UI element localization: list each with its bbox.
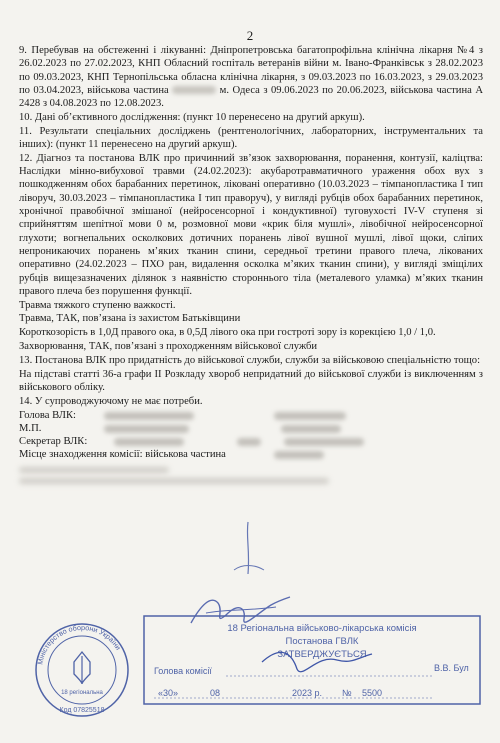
mp-label: М.П. <box>19 422 42 434</box>
stamp-date-day: «30» <box>158 688 179 698</box>
redacted-address-line <box>19 478 329 484</box>
stamp-head-initials: В.В. Бул <box>434 663 469 673</box>
stamp-head-label: Голова комісії <box>154 666 212 676</box>
stamp-line-1: 18 Регіональна військово-лікарська комісія <box>227 623 417 634</box>
secretary-label: Секретар ВЛК: <box>19 436 88 448</box>
head-of-vlk-label: Голова ВЛК: <box>19 409 77 421</box>
disease-causal-link: Захворювання, ТАК, пов’язані з проходженням військової служби <box>19 341 318 353</box>
redacted-name <box>281 425 341 433</box>
redacted-name <box>284 438 364 446</box>
item-13-decision: 13. Постанова ВЛК про придатність до військової служби, служби за військовою спеціальністю тощо: <box>19 354 481 366</box>
head-of-vlk-row <box>19 409 483 422</box>
item-10-objective: 10. Дані об’єктивного дослідження: (пункт 10 перенесено на другий аркуш). <box>19 111 365 123</box>
redacted-unit <box>274 451 324 459</box>
location-row <box>19 448 483 461</box>
stamp-outer-text: Міністерство оборони України <box>35 622 123 666</box>
secretary-row <box>19 435 483 448</box>
item-12-diagnosis: 12. Діагноз та постанова ВЛК про причинний зв’язок захворювання, поранення, контузії, каліцтва: Наслідки мінно-вибухової травми (24.02.2023): акубаротравматичного ураження обох вух з пошкодженням обох барабанних перетинок, ліковані оперативно (10.03.2023 – тімпанопластика I тип ліворуч, 30.03.2023 – тімпанопластика I тип праворуч), у вигляді рубців обох барабанних перетинок, хронічної правобічної змішаної (нейросенсорної і кондуктивної) туговухості IV-V ступеня зі сприйняттям шепітної мови 0 м, розмовної мови «крик біля мушлі», лівобічної нейросенсорної глухоти; вогнепальних осколкових дотичних поранень лівої вушної мушлі, лівої щоки, сліпих непроникаючих поранень м’яких тканин спини, середньої третини правого плеча, лікованих оперативно (24.02.2023 – ПХО ран, видалення осколка м’яких тканин спини), у вигляді зміщілих рубців вищезазначених ділянок з наявністю стороннього тіла (металевого уламка) м’яких тканин правого плеча без порушення функції. <box>19 152 483 297</box>
redacted-rank <box>114 438 184 446</box>
redacted-rank <box>104 412 194 420</box>
redacted-name <box>274 412 346 420</box>
redacted-rank <box>104 425 189 433</box>
stamp-line-2: Постанова ГВЛК <box>285 636 359 647</box>
stamp-code: Код 07825518 <box>59 707 105 714</box>
round-official-stamp <box>34 622 130 718</box>
stamp-number: 5500 <box>362 688 383 698</box>
stamp-date-year: 2023 р. <box>292 688 323 698</box>
item-9-treatment <box>19 44 483 110</box>
injury-causal-link: Травма, ТАК, пов’язана із захистом Батьківщини <box>19 313 241 325</box>
item-9-text: 9. Перебував на обстеженні і лікуванні: Дніпропетровська багатопрофільна клінічна лікарня №4 з 26.02.2023 по 27.02.2023, КНП Обласний госпіталь ветеранів війни м. Івано-Франківськ з 28.02.2023 по 09.03.2023, КНП Тернопільська обласна клінічна лікарня, з 09.03.2023 по 16.03.2023, з 29.03.2023 по 03.04.2023, військова частина <box>19 45 483 96</box>
approval-stamp <box>142 614 482 706</box>
stamp-date-month: 08 <box>210 688 221 698</box>
document-body <box>19 44 483 489</box>
location-label: Місце знаходження комісії: військова частина <box>19 449 226 461</box>
page-number: 2 <box>246 28 254 43</box>
redacted-address-line <box>19 467 169 473</box>
injury-severity: Травма тяжкого ступеню важкості. <box>19 299 176 311</box>
stamp-inner-text: 18 регіональна <box>61 690 103 696</box>
redacted-signature <box>237 438 261 446</box>
stamp-number-prefix: № <box>342 688 352 698</box>
redacted-unit <box>172 86 216 94</box>
secretary-signature <box>226 520 270 576</box>
myopia-diagnosis: Короткозорість в 1,0Д правого ока, в 0,5Д лівого ока при гостроті зору із корекцією 1,0 / 1,0. <box>19 327 436 339</box>
item-14-escort: 14. У супроводжуючому не має потреби. <box>19 395 203 407</box>
fitness-verdict: На підставі статті 36-а графи II Розкладу хвороб непридатний до військової служби із виключенням з військового обліку. <box>19 368 483 393</box>
item-11-studies: 11. Результати спеціальних досліджень (рентгенологічних, лабораторних, інструментальних та інших): (пункт 11 перенесено на другий аркуш). <box>19 125 483 151</box>
item-9-text-end: м. Одеса з 09.06.2023 по 20.06.2023, військова частина А 2428 з 04.08.2023 по 12.08.2023. <box>19 84 483 110</box>
stamp-line-3: ЗАТВЕРДЖУЄТЬСЯ <box>277 649 367 660</box>
stamp-placeholder-row <box>19 422 483 435</box>
